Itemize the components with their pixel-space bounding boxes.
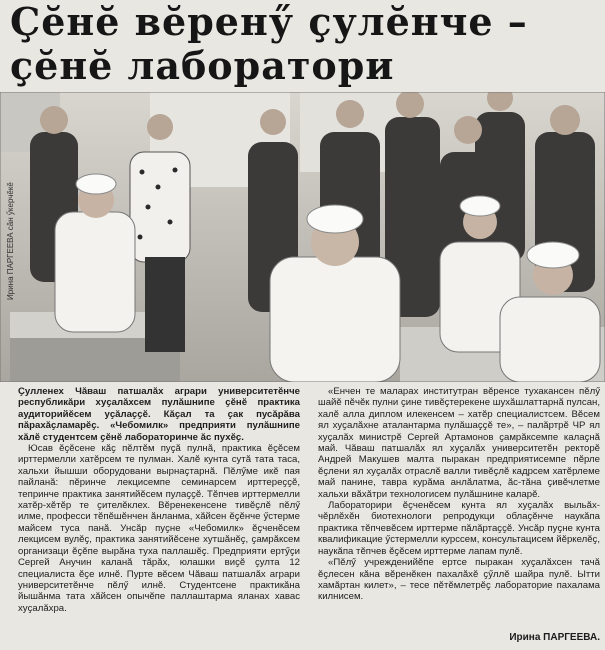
- article-paragraph: «Пӗлӳ учрежденийӗпе ертсе пыракан хуҫалӑхсен тачӑ ӗҫлесен кӑна вӗренӗкен пахалӑхӗ ҫӳллӗ шайра пулӗ. Ытти хамӑртан килет», – тесе пӗтӗмлетрӗҫ лабораторие пахалама килнисем.: [318, 557, 600, 603]
- lab-photo-illustration: [0, 92, 605, 382]
- article-paragraph: Юсав ӗҫӗсене кӑҫ пӗлтӗм пуҫӑ пулнӑ, практика ӗҫӗсем ирттермелли хатӗрсем те пулман. Халӗ кунта сутӑ тата таса, хальхи йышши оборудовани вырнаҫтарнӑ. Пӗлӳме икӗ пая пайланӑ: пӗринче лекцисемпе семинарсем ирттереҫҫӗ, тепринче практика занятийӗсем пулаҫҫӗ. Тӗпчев ирттермелли хатӗр-хӗтӗр те ҫителӗклех. Вӗренекенсене тивӗҫлӗ пӗлӳ илме, професси тӗпӗшӗнчен ӑнланма, хӑйсен ӗҫӗнче ӳстерме майсем туса панӑ. Унсӑр пуҫне «Чебомилк» ӗҫченӗсем лекцисем вулӗҫ, практика занятийӗсене хутшӑнӗҫ, ҫамрӑксем организаци ӗҫӗпе вырӑна туха паллашӗҫ. Предприяти ертӳҫи Сергей Анучин каланӑ тӑрӑх, юлашки виҫӗ ҫулта 12 специалиста ӗҫе илнӗ. Пурте вӗсем Чӑваш патшалӑх аграри университетӗнче пӗлӳ илнӗ. Студентсене практикӑна йышӑнма тата хӑйсен опычӗпе паллаштарма яланах хавас хуҫалӑхра.: [18, 443, 300, 614]
- article-body: [18, 386, 602, 648]
- article-column-right: [318, 386, 600, 603]
- article-paragraph: «Енчен те маларах институтран вӗренсе тухакансен пӗлӳ шайӗ пӗчӗк пулни ҫине тивӗҫтерекене шухӑшлаттарнӑ пулсан, халӗ алла диплом илекенсем – хатӗр специалистсем. Вӗсем ял хуҫалӑхне аталантарма пулӑшаҫҫӗ те», – палӑртрӗ ЧР ял хуҫалӑх министрӗ Сергей Артамонов ҫамрӑксемпе калаҫнӑ май. Чӑваш патшалӑх ял хуҫалӑх университетӗн ректорӗ Андрей Макушев малта пыракан предприятисемпе пӗрле ӗҫлени ял хуҫалӑх отраслӗ валли тивӗҫлӗ кадрсем хатӗрлеме май панине, тавра курӑма анлӑлатма, ӑс-тӑна ҫивӗчлетме хальхи вӑхӑтри технологисем пулӑшнине каларӗ.: [318, 386, 600, 500]
- article-author: Ирина ПАРГЕЕВА.: [509, 632, 600, 643]
- photo-credit: Ирина ПАРГЕЕВА сӑн ӳкерчӗкӗ: [6, 182, 15, 300]
- article-paragraph: Лабораторири ӗҫченӗсем кунта ял хуҫалӑх выльӑх-чӗрлӗхӗн биотехнологи репродукци облаҫӗнче наукӑпа практика тӗпчевӗсем ирттерме пӑлӑртаҫҫӗ. Унсӑр пуҫне кунта квалификацие ӳстермелли курссем, консультацисем йӗркелӗҫ, наукӑпа тӗпчев ӗҫӗсем ирттерме лапам пулӗ.: [318, 500, 600, 557]
- article-column-left: [18, 386, 300, 614]
- headline-line-2: ҫӗнӗ лаборатори: [10, 43, 395, 88]
- headline: [10, 0, 600, 88]
- headline-line-1: Ҫӗнӗ вӗренӳ ҫулӗнче –: [10, 0, 528, 44]
- article-lead: Ҫулленех Чӑваш патшалӑх аграри университетӗнче республикӑри хуҫалӑхсем пулӑшнипе ҫӗнӗ практика аудиторийӗсем уҫӑлаҫҫӗ. Кӑҫал та ҫак пусӑрӑва пӑрахӑҫламарӗҫ. «Чебомилк» предприяти пулӑшнипе хӑлӗ студентсем ҫӗнӗ лабораторинче ӑс пухӗҫ.: [18, 386, 300, 443]
- article-photo: [0, 92, 605, 382]
